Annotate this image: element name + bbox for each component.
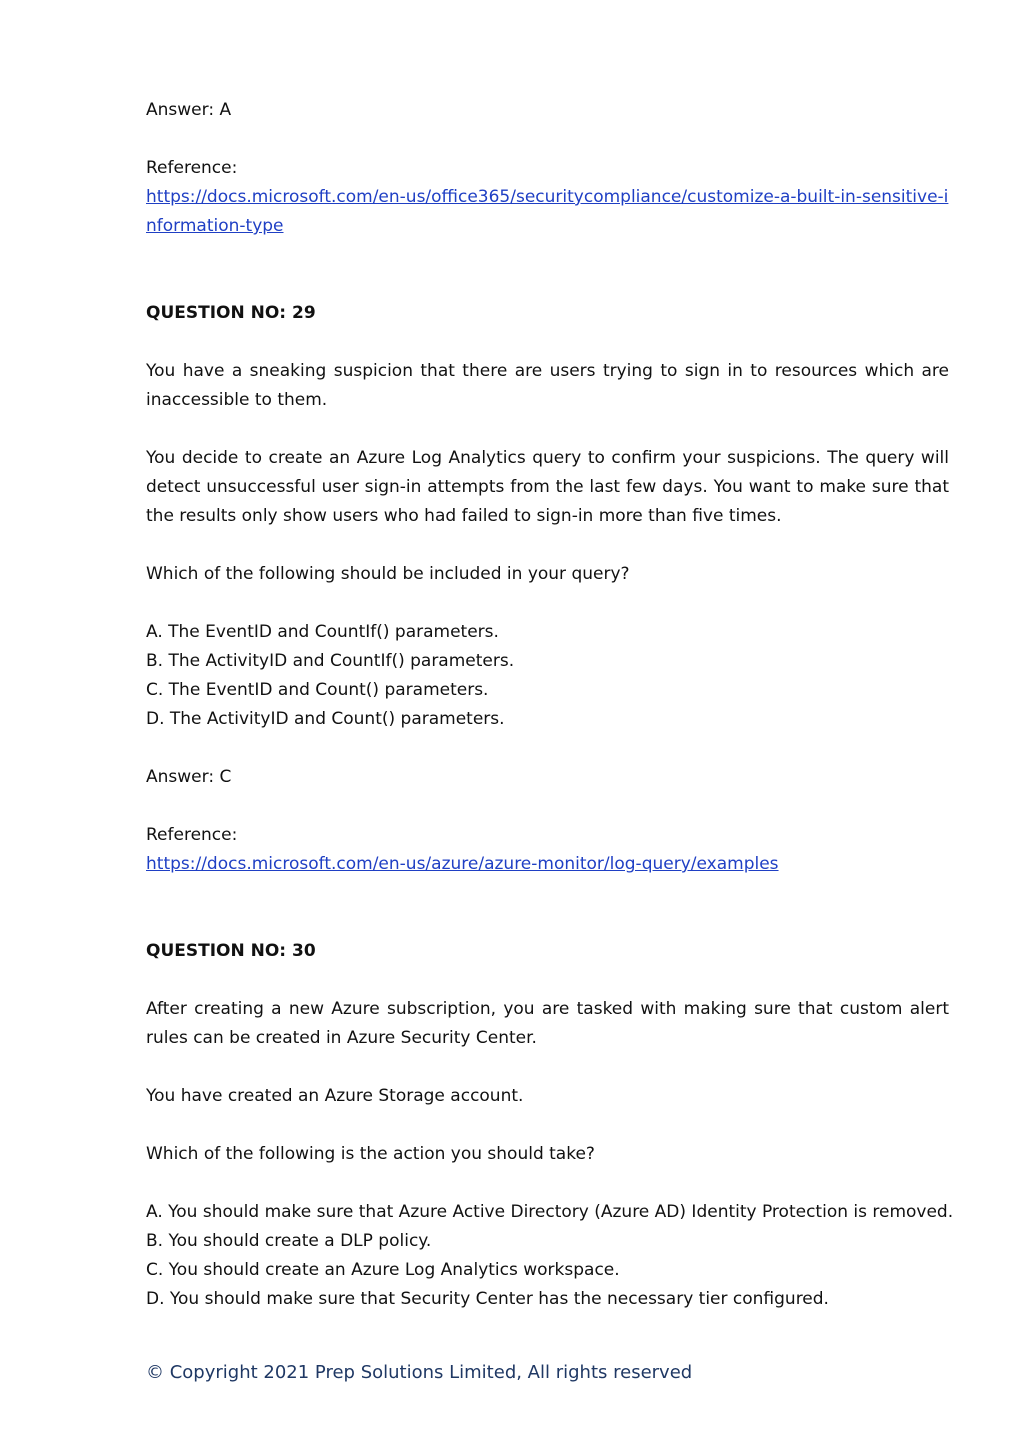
q28-answer: Answer: A xyxy=(146,100,232,120)
q29-paragraph-1: You have a sneaking suspicion that there are users trying to sign in to resources which are inaccessible to them. xyxy=(146,361,949,410)
copyright-footer: © Copyright 2021 Prep Solutions Limited, All rights reserved xyxy=(146,1362,693,1383)
q28-reference-label: Reference: xyxy=(146,158,238,178)
q29-prompt: Which of the following should be included in your query? xyxy=(146,564,630,584)
q30-option-c: C. You should create an Azure Log Analytics workspace. xyxy=(146,1260,620,1280)
q29-option-c: C. The EventID and Count() parameters. xyxy=(146,680,489,700)
q29-reference-link[interactable]: https://docs.microsoft.com/en-us/azure/azure-monitor/log-query/examples xyxy=(146,854,779,874)
q30-option-d: D. You should make sure that Security Center has the necessary tier configured. xyxy=(146,1289,829,1309)
q29-paragraph-2: You decide to create an Azure Log Analytics query to confirm your suspicions. The query will detect unsuccessful user sign-in attempts from the last few days. You want to make sure that the results only show users who had failed to sign-in more than five times. xyxy=(146,448,949,526)
q29-heading: QUESTION NO: 29 xyxy=(146,303,316,323)
q30-paragraph-1: After creating a new Azure subscription, you are tasked with making sure that custom alert rules can be created in Azure Security Center. xyxy=(146,999,949,1048)
q30-paragraph-2: You have created an Azure Storage account. xyxy=(146,1086,524,1106)
q29-option-b: B. The ActivityID and CountIf() parameters. xyxy=(146,651,515,671)
q30-option-b: B. You should create a DLP policy. xyxy=(146,1231,432,1251)
q30-prompt: Which of the following is the action you should take? xyxy=(146,1144,595,1164)
q29-reference-label: Reference: xyxy=(146,825,238,845)
q30-heading: QUESTION NO: 30 xyxy=(146,941,316,961)
document-page xyxy=(146,96,954,1314)
q28-reference-link[interactable]: https://docs.microsoft.com/en-us/office365/securitycompliance/customize-a-built-in-sensitive-information-type xyxy=(146,187,949,236)
q30-option-a: A. You should make sure that Azure Active Directory (Azure AD) Identity Protection is removed. xyxy=(146,1202,954,1222)
q29-option-d: D. The ActivityID and Count() parameters. xyxy=(146,709,505,729)
q29-answer: Answer: C xyxy=(146,767,232,787)
q29-option-a: A. The EventID and CountIf() parameters. xyxy=(146,622,499,642)
